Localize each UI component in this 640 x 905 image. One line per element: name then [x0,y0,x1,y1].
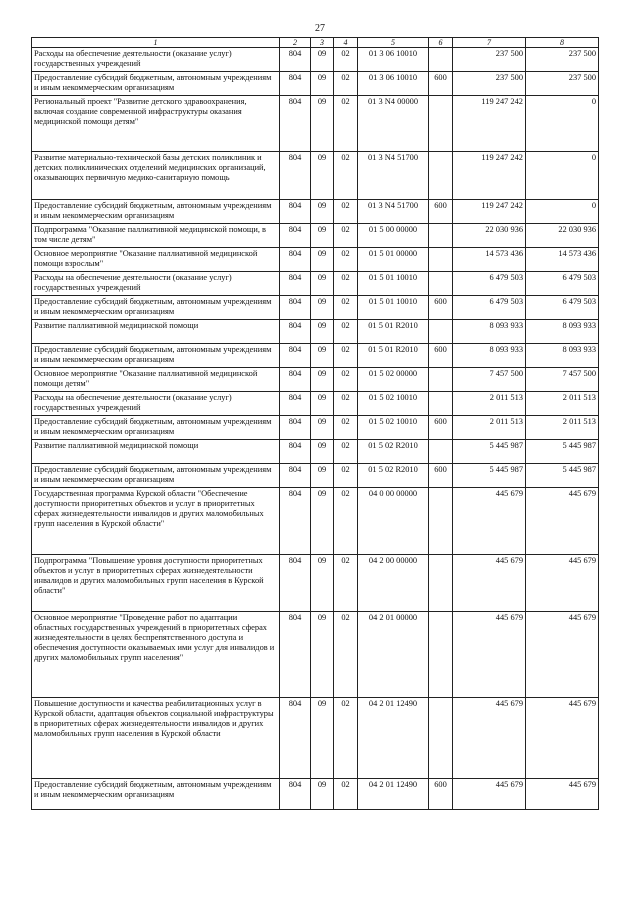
target-article-cell: 04 2 01 12490 [358,698,429,779]
grbs-code-cell: 804 [280,248,311,272]
subsection-code-cell: 02 [334,344,358,368]
grbs-code-cell: 804 [280,698,311,779]
expense-type-cell [429,368,453,392]
grbs-code-cell: 804 [280,488,311,555]
expense-type-cell [429,48,453,72]
row-name-cell: Основное мероприятие "Проведение работ по адаптации областных государственных учреждений в приоритетных сферах жизнедеятельности в целях беспрепятственного доступа и обеспечения доступности оказываемых ими услуг для инвалидов и других маломобильных групп населения" [32,612,280,698]
table-row [32,344,599,368]
column-number: 5 [358,38,429,48]
subsection-code-cell: 02 [334,48,358,72]
amount-year1-cell: 22 030 936 [453,224,526,248]
target-article-cell: 01 5 01 10010 [358,272,429,296]
subsection-code-cell: 02 [334,96,358,152]
table-body [32,38,599,810]
row-name-cell: Развитие паллиативной медицинской помощи [32,440,280,464]
row-name-cell: Предоставление субсидий бюджетным, автономным учреждениям и иным некоммерческим организациям [32,296,280,320]
table-row [32,96,599,152]
table-row [32,320,599,344]
amount-year2-cell: 8 093 933 [526,320,599,344]
amount-year1-cell: 6 479 503 [453,272,526,296]
column-number-row [32,38,599,48]
amount-year2-cell: 0 [526,96,599,152]
section-code-cell: 09 [311,272,334,296]
amount-year1-cell: 445 679 [453,698,526,779]
table-row [32,612,599,698]
target-article-cell: 01 3 06 10010 [358,72,429,96]
grbs-code-cell: 804 [280,72,311,96]
row-name-cell: Предоставление субсидий бюджетным, автономным учреждениям и иным некоммерческим организациям [32,72,280,96]
target-article-cell: 04 2 00 00000 [358,555,429,612]
section-code-cell: 09 [311,612,334,698]
grbs-code-cell: 804 [280,320,311,344]
subsection-code-cell: 02 [334,464,358,488]
expense-type-cell: 600 [429,200,453,224]
row-name-cell: Предоставление субсидий бюджетным, автономным учреждениям и иным некоммерческим организациям [32,416,280,440]
amount-year2-cell: 6 479 503 [526,296,599,320]
amount-year1-cell: 5 445 987 [453,440,526,464]
expense-type-cell: 600 [429,344,453,368]
target-article-cell: 01 5 00 00000 [358,224,429,248]
target-article-cell: 01 3 N4 51700 [358,200,429,224]
section-code-cell: 09 [311,96,334,152]
amount-year2-cell: 0 [526,152,599,200]
column-number: 1 [32,38,280,48]
grbs-code-cell: 804 [280,779,311,810]
expense-type-cell [429,248,453,272]
target-article-cell: 01 5 02 R2010 [358,440,429,464]
table-row [32,416,599,440]
section-code-cell: 09 [311,464,334,488]
table-row [32,296,599,320]
section-code-cell: 09 [311,440,334,464]
target-article-cell: 01 5 02 10010 [358,416,429,440]
amount-year1-cell: 445 679 [453,488,526,555]
grbs-code-cell: 804 [280,344,311,368]
grbs-code-cell: 804 [280,200,311,224]
expense-type-cell [429,224,453,248]
table-row [32,152,599,200]
row-name-cell: Предоставление субсидий бюджетным, автономным учреждениям и иным некоммерческим организациям [32,200,280,224]
expense-type-cell: 600 [429,296,453,320]
subsection-code-cell: 02 [334,698,358,779]
row-name-cell: Повышение доступности и качества реабилитационных услуг в Курской области, адаптация объектов социальной инфраструктуры в приоритетных сферах жизнедеятельности инвалидов и других маломобильных групп населения в Курской области [32,698,280,779]
amount-year1-cell: 445 679 [453,612,526,698]
grbs-code-cell: 804 [280,464,311,488]
subsection-code-cell: 02 [334,248,358,272]
amount-year2-cell: 2 011 513 [526,392,599,416]
section-code-cell: 09 [311,555,334,612]
amount-year2-cell: 445 679 [526,555,599,612]
row-name-cell: Подпрограмма "Оказание паллиативной медицинской помощи, в том числе детям" [32,224,280,248]
amount-year1-cell: 2 011 513 [453,392,526,416]
section-code-cell: 09 [311,416,334,440]
amount-year2-cell: 5 445 987 [526,464,599,488]
amount-year2-cell: 8 093 933 [526,344,599,368]
target-article-cell: 04 2 01 00000 [358,612,429,698]
subsection-code-cell: 02 [334,555,358,612]
expense-type-cell: 600 [429,416,453,440]
expense-type-cell [429,555,453,612]
column-number: 7 [453,38,526,48]
table-row [32,224,599,248]
amount-year2-cell: 2 011 513 [526,416,599,440]
section-code-cell: 09 [311,368,334,392]
table-row [32,555,599,612]
row-name-cell: Подпрограмма "Повышение уровня доступности приоритетных объектов и услуг в приоритетных сферах жизнедеятельности инвалидов и других маломобильных групп населения в Курской области" [32,555,280,612]
grbs-code-cell: 804 [280,416,311,440]
amount-year2-cell: 445 679 [526,612,599,698]
amount-year2-cell: 6 479 503 [526,272,599,296]
section-code-cell: 09 [311,48,334,72]
expense-type-cell [429,488,453,555]
row-name-cell: Развитие материально-технической базы детских поликлиник и детских поликлинических отделений медицинских организаций, оказывающих первичную медико-санитарную помощь [32,152,280,200]
subsection-code-cell: 02 [334,612,358,698]
amount-year1-cell: 445 679 [453,555,526,612]
table-row [32,779,599,810]
subsection-code-cell: 02 [334,272,358,296]
target-article-cell: 04 2 01 12490 [358,779,429,810]
grbs-code-cell: 804 [280,96,311,152]
target-article-cell: 01 3 06 10010 [358,48,429,72]
amount-year1-cell: 8 093 933 [453,320,526,344]
target-article-cell: 01 3 N4 51700 [358,152,429,200]
amount-year1-cell: 237 500 [453,72,526,96]
expense-type-cell [429,440,453,464]
expense-type-cell [429,320,453,344]
row-name-cell: Расходы на обеспечение деятельности (оказание услуг) государственных учреждений [32,48,280,72]
grbs-code-cell: 804 [280,368,311,392]
amount-year2-cell: 0 [526,200,599,224]
expense-type-cell: 600 [429,72,453,96]
section-code-cell: 09 [311,698,334,779]
table-row [32,72,599,96]
expense-type-cell [429,612,453,698]
column-number: 2 [280,38,311,48]
subsection-code-cell: 02 [334,779,358,810]
subsection-code-cell: 02 [334,368,358,392]
amount-year2-cell: 237 500 [526,72,599,96]
section-code-cell: 09 [311,248,334,272]
amount-year2-cell: 7 457 500 [526,368,599,392]
target-article-cell: 01 3 N4 00000 [358,96,429,152]
row-name-cell: Расходы на обеспечение деятельности (оказание услуг) государственных учреждений [32,392,280,416]
expense-type-cell [429,698,453,779]
table-row [32,698,599,779]
section-code-cell: 09 [311,72,334,96]
amount-year2-cell: 22 030 936 [526,224,599,248]
table-row [32,272,599,296]
table-row [32,200,599,224]
subsection-code-cell: 02 [334,392,358,416]
table-row [32,368,599,392]
row-name-cell: Предоставление субсидий бюджетным, автономным учреждениям и иным некоммерческим организациям [32,464,280,488]
row-name-cell: Предоставление субсидий бюджетным, автономным учреждениям и иным некоммерческим организациям [32,344,280,368]
expense-type-cell [429,392,453,416]
grbs-code-cell: 804 [280,48,311,72]
grbs-code-cell: 804 [280,152,311,200]
row-name-cell: Региональный проект "Развитие детского здравоохранения, включая создание современной инфраструктуры оказания медицинской помощи детям" [32,96,280,152]
amount-year1-cell: 5 445 987 [453,464,526,488]
amount-year1-cell: 119 247 242 [453,96,526,152]
row-name-cell: Расходы на обеспечение деятельности (оказание услуг) государственных учреждений [32,272,280,296]
column-number: 3 [311,38,334,48]
section-code-cell: 09 [311,296,334,320]
amount-year1-cell: 6 479 503 [453,296,526,320]
amount-year2-cell: 445 679 [526,698,599,779]
target-article-cell: 01 5 02 10010 [358,392,429,416]
amount-year2-cell: 445 679 [526,779,599,810]
amount-year2-cell: 5 445 987 [526,440,599,464]
subsection-code-cell: 02 [334,72,358,96]
column-number: 8 [526,38,599,48]
amount-year2-cell: 14 573 436 [526,248,599,272]
amount-year2-cell: 237 500 [526,48,599,72]
section-code-cell: 09 [311,488,334,555]
target-article-cell: 04 0 00 00000 [358,488,429,555]
subsection-code-cell: 02 [334,152,358,200]
row-name-cell: Основное мероприятие "Оказание паллиативной медицинской помощи взрослым" [32,248,280,272]
subsection-code-cell: 02 [334,440,358,464]
section-code-cell: 09 [311,320,334,344]
target-article-cell: 01 5 01 R2010 [358,320,429,344]
grbs-code-cell: 804 [280,296,311,320]
table-row [32,392,599,416]
target-article-cell: 01 5 02 R2010 [358,464,429,488]
expense-type-cell [429,152,453,200]
page-number: 27 [315,23,325,34]
grbs-code-cell: 804 [280,555,311,612]
row-name-cell: Развитие паллиативной медицинской помощи [32,320,280,344]
grbs-code-cell: 804 [280,224,311,248]
column-number: 6 [429,38,453,48]
subsection-code-cell: 02 [334,224,358,248]
table-row [32,464,599,488]
table-row [32,48,599,72]
expense-type-cell [429,272,453,296]
amount-year1-cell: 237 500 [453,48,526,72]
amount-year1-cell: 119 247 242 [453,152,526,200]
grbs-code-cell: 804 [280,440,311,464]
budget-table [31,37,599,810]
row-name-cell: Государственная программа Курской области "Обеспечение доступности приоритетных объектов и услуг в приоритетных сферах жизнедеятельности инвалидов и других маломобильных групп населения в Курской области" [32,488,280,555]
amount-year1-cell: 7 457 500 [453,368,526,392]
subsection-code-cell: 02 [334,296,358,320]
amount-year1-cell: 119 247 242 [453,200,526,224]
subsection-code-cell: 02 [334,320,358,344]
section-code-cell: 09 [311,344,334,368]
expense-type-cell [429,96,453,152]
section-code-cell: 09 [311,392,334,416]
table-row [32,248,599,272]
target-article-cell: 01 5 01 00000 [358,248,429,272]
grbs-code-cell: 804 [280,612,311,698]
subsection-code-cell: 02 [334,416,358,440]
column-number: 4 [334,38,358,48]
subsection-code-cell: 02 [334,200,358,224]
subsection-code-cell: 02 [334,488,358,555]
amount-year1-cell: 445 679 [453,779,526,810]
table-row [32,488,599,555]
amount-year1-cell: 2 011 513 [453,416,526,440]
amount-year1-cell: 8 093 933 [453,344,526,368]
amount-year1-cell: 14 573 436 [453,248,526,272]
expense-type-cell: 600 [429,464,453,488]
target-article-cell: 01 5 01 10010 [358,296,429,320]
grbs-code-cell: 804 [280,392,311,416]
section-code-cell: 09 [311,200,334,224]
grbs-code-cell: 804 [280,272,311,296]
row-name-cell: Основное мероприятие "Оказание паллиативной медицинской помощи детям" [32,368,280,392]
section-code-cell: 09 [311,779,334,810]
target-article-cell: 01 5 01 R2010 [358,344,429,368]
section-code-cell: 09 [311,224,334,248]
section-code-cell: 09 [311,152,334,200]
row-name-cell: Предоставление субсидий бюджетным, автономным учреждениям и иным некоммерческим организациям [32,779,280,810]
expense-type-cell: 600 [429,779,453,810]
table-row [32,440,599,464]
target-article-cell: 01 5 02 00000 [358,368,429,392]
amount-year2-cell: 445 679 [526,488,599,555]
